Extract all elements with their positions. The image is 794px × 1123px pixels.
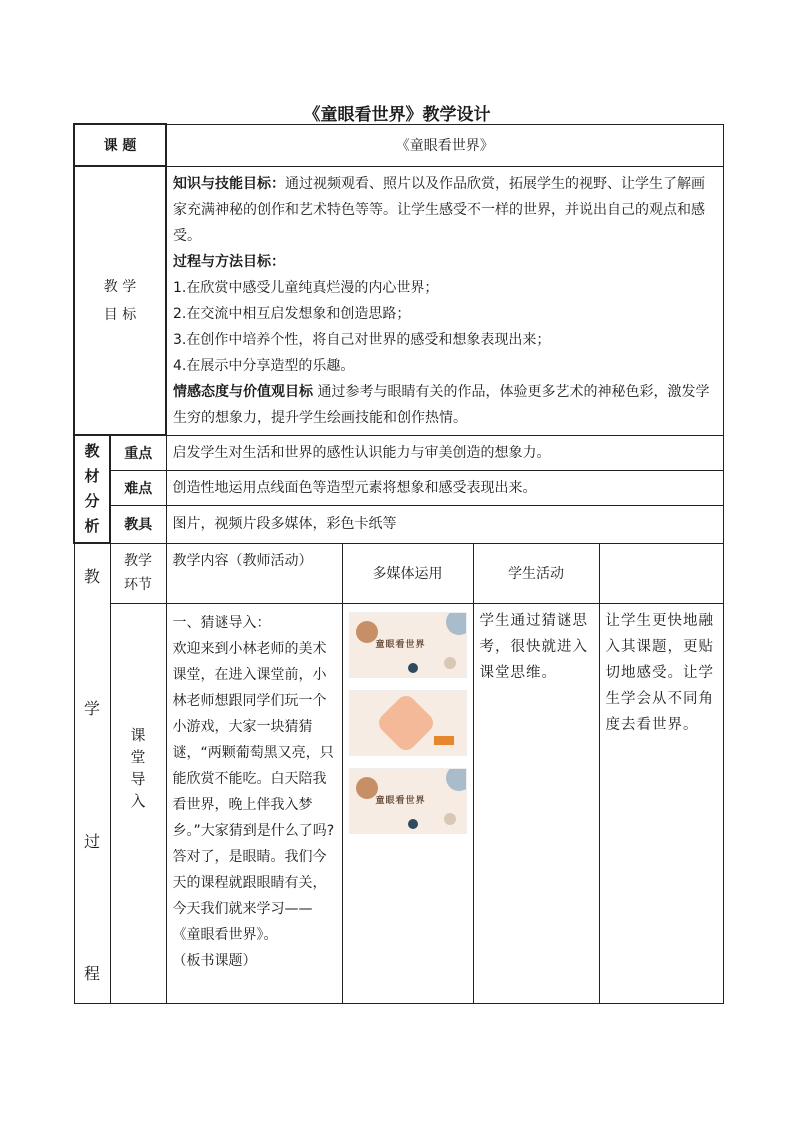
process-item: 2.在交流中相互启发想象和创造思路；	[173, 305, 411, 322]
objectives-label-line2: 目 标	[103, 306, 137, 323]
analysis-label	[74, 435, 110, 543]
header-content: 教学内容（教师活动）	[166, 543, 342, 603]
content-line: 欢迎来到小林老师的美术课堂，在进入课堂前，小林老师想跟同学们玩一个小游戏，大家一块猜猜谜，“两颗葡萄黑又亮，只能欣赏不能吃。白天陪我看世界，晚上伴我入梦乡。”大家猜到是什么了吗?答对了，是眼睛。我们今天的课程就跟眼睛有关，今天我们就来学习——《童眼看世界》。	[172, 640, 335, 943]
header-student: 学生活动	[473, 543, 599, 603]
stage-name: 课堂导入	[130, 725, 146, 810]
intent-cell: 让学生更快地融入其课题，更贴切地感受。让学生学会从不同角度去看世界。	[599, 603, 723, 1003]
process-side-label	[74, 543, 110, 1003]
tools-label: 教具	[110, 505, 166, 543]
slide-thumbnail	[349, 690, 467, 756]
process-side-char: 过	[83, 831, 100, 851]
process-item: 3.在创作中培养个性，将自己对世界的感受和想象表现出来；	[173, 331, 551, 348]
key-value: 启发学生对生活和世界的感性认识能力与审美创造的想象力。	[166, 435, 723, 470]
process-heading: 过程与方法目标：	[173, 253, 285, 270]
header-intent	[599, 543, 723, 603]
header-media: 多媒体运用	[342, 543, 473, 603]
difficult-label: 难点	[110, 470, 166, 505]
tools-value: 图片，视频片段多媒体，彩色卡纸等	[166, 505, 723, 543]
content-line: （板书课题）	[172, 952, 257, 969]
student-cell: 学生通过猜谜思考，很快就进入课堂思维。	[473, 603, 599, 1003]
process-side-char: 程	[83, 963, 100, 983]
difficult-value: 创造性地运用点线面色等造型元素将想象和感受表现出来。	[166, 470, 723, 505]
process-side-char: 教	[83, 567, 100, 586]
lesson-plan-table	[73, 123, 724, 1004]
media-cell	[342, 603, 473, 1003]
content-line: 一、猜谜导入：	[172, 614, 271, 631]
slide-thumbnail	[349, 768, 467, 834]
header-stage: 教学环节	[110, 543, 166, 603]
content-cell	[166, 603, 342, 1003]
emotion-heading: 情感态度与价值观目标	[173, 383, 313, 400]
process-item: 1.在欣赏中感受儿童纯真烂漫的内心世界；	[173, 279, 439, 296]
knowledge-text: 通过视频观看、照片以及作品欣赏，拓展学生的视野、让学生了解画家充满神秘的创作和艺术特色等等。让学生感受不一样的世界，并说出自己的观点和感受。	[173, 175, 705, 244]
objectives-label-line1: 教 学	[103, 278, 137, 295]
key-label: 重点	[110, 435, 166, 470]
slide-caption: 童眼看世界	[375, 795, 426, 806]
knowledge-heading: 知识与技能目标：	[173, 175, 285, 192]
objectives-content	[166, 166, 723, 435]
topic-value: 《童眼看世界》	[166, 124, 723, 166]
process-side-char: 学	[83, 699, 100, 719]
objectives-label	[74, 166, 166, 435]
stage-cell	[110, 603, 166, 1003]
emotion-text: 通过参考与眼睛有关的作品，体验更多艺术的神秘色彩，激发学生穷的想象力，提升学生绘画技能和创作热情。	[173, 383, 710, 426]
topic-label: 课 题	[74, 124, 166, 166]
slide-caption: 童眼看世界	[375, 639, 426, 650]
slide-thumbnail	[349, 612, 467, 678]
page-title: 《童眼看世界》教学设计	[303, 105, 491, 125]
process-item: 4.在展示中分享造型的乐趣。	[173, 357, 355, 374]
analysis-label-text: 教材分析	[84, 442, 100, 535]
